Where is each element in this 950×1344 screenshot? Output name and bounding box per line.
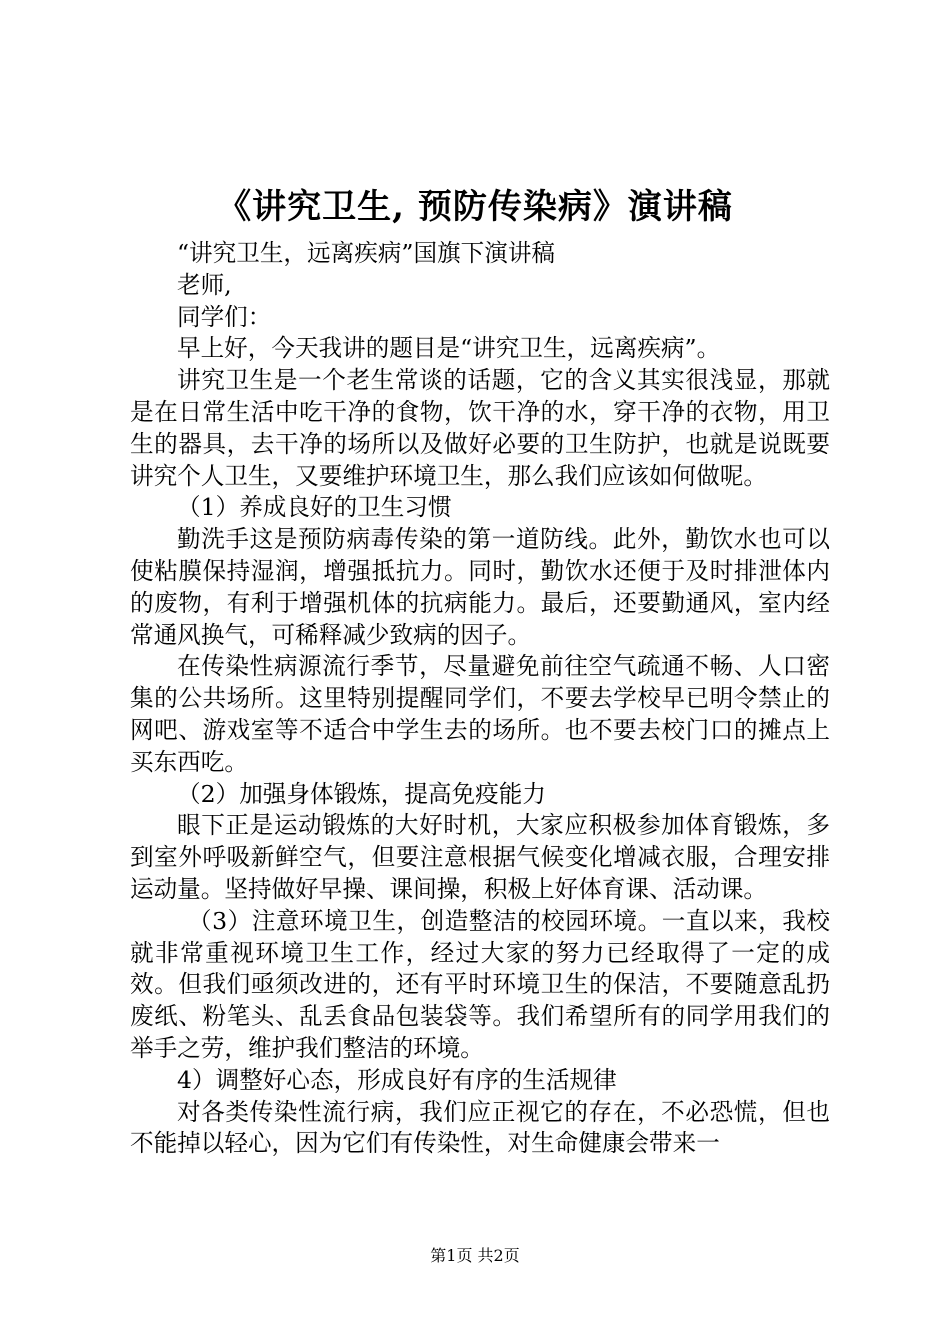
intro-paragraph: 讲究卫生是一个老生常谈的话题，它的含义其实很浅显，那就是在日常生活中吃干净的食物，饮干净的水，穿干净的衣物，用卫生的器具，去干净的场所以及做好必要的卫生防护，也就是说既要讲究个人卫生，又要维护环境卫生，那么我们应该如何做呢。	[130, 366, 830, 490]
section-3-paragraph: （3）注意环境卫生，创造整洁的校园环境。一直以来，我校就非常重视环境卫生工作，经过大家的努力已经取得了一定的成效。但我们亟须改进的，还有平时环境卫生的保洁，不要随意乱扔废纸、粉笔头、乱丢食品包装袋等。我们希望所有的同学用我们的举手之劳，维护我们整洁的环境。	[130, 906, 830, 1062]
salutation-students: 同学们：	[177, 302, 272, 331]
salutation-teachers: 老师,	[177, 270, 232, 299]
section-heading-1: （1）养成良好的卫生习惯	[177, 493, 452, 522]
greeting-paragraph: 早上好，今天我讲的题目是“讲究卫生，远离疾病”。	[177, 334, 721, 363]
section-4-paragraph: 对各类传染性流行病，我们应正视它的存在，不必恐慌，但也不能掉以轻心，因为它们有传染性，对生命健康会带来一	[130, 1097, 830, 1158]
page-footer: 第1页 共2页	[430, 1246, 520, 1265]
section-heading-4: 4）调整好心态，形成良好有序的生活规律	[177, 1065, 617, 1094]
section-1-paragraph-2: 在传染性病源流行季节，尽量避免前往空气疏通不畅、人口密集的公共场所。这里特别提醒同学们，不要去学校早已明令禁止的网吧、游戏室等不适合中学生去的场所。也不要去校门口的摊点上买东西吃。	[130, 652, 830, 776]
section-1-paragraph-1: 勤洗手这是预防病毒传染的第一道防线。此外，勤饮水也可以使粘膜保持湿润，增强抵抗力。同时，勤饮水还便于及时排泄体内的废物，有利于增强机体的抗病能力。最后，还要勤通风，室内经常通风换气，可稀释减少致病的因子。	[130, 525, 830, 649]
section-heading-2: （2）加强身体锻炼，提高免疫能力	[177, 779, 546, 808]
document-body	[130, 238, 830, 1160]
speech-subtitle: “讲究卫生，远离疾病”国旗下演讲稿	[177, 239, 556, 267]
section-2-paragraph: 眼下正是运动锻炼的大好时机，大家应积极参加体育锻炼，多到室外呼吸新鲜空气，但要注意根据气候变化增减衣服，合理安排运动量。坚持做好早操、课间操，积极上好体育课、活动课。	[130, 811, 830, 903]
document-title: 《讲究卫生, 预防传染病》演讲稿	[217, 187, 733, 227]
